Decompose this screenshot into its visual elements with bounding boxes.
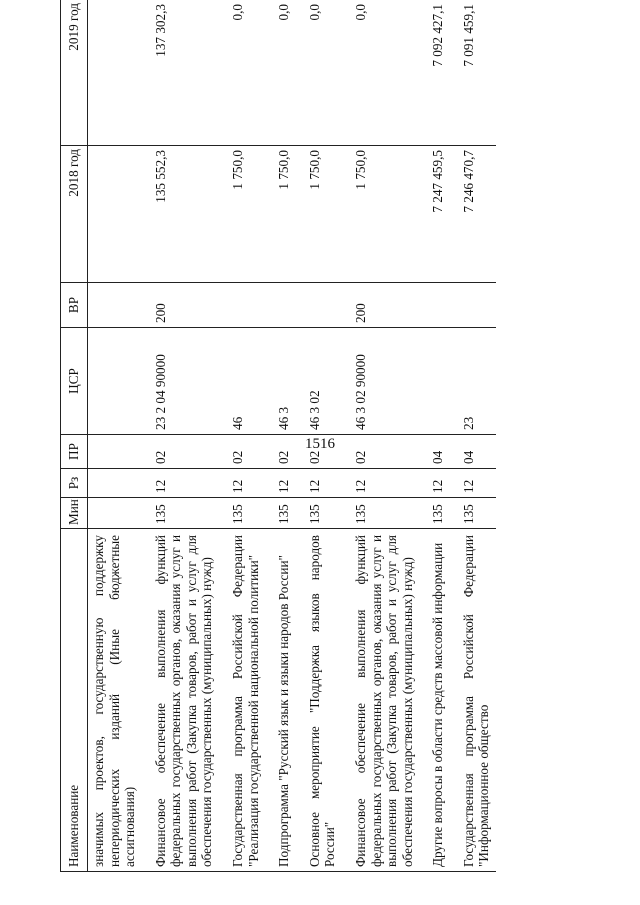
cell-y2018 [88, 146, 142, 283]
spacer-cell [419, 0, 427, 146]
spacer-cell [342, 328, 350, 435]
cell-name: Государственная программа Российской Федерации "Информационное общество [458, 529, 496, 872]
cell-pr [88, 435, 142, 469]
header-2019: 2019 год [61, 0, 88, 146]
cell-name: Основное мероприятие "Поддержка языков народов России" [304, 529, 342, 872]
spacer-cell [265, 146, 273, 283]
cell-vr [227, 283, 265, 328]
spacer-cell [142, 146, 150, 283]
cell-vr [427, 283, 450, 328]
spacer-cell [342, 435, 350, 469]
spacer-cell [450, 435, 458, 469]
spacer-cell [296, 0, 304, 146]
cell-vr [304, 283, 342, 328]
cell-y2019 [88, 0, 142, 146]
cell-y2018: 1 750,0 [227, 146, 265, 283]
spacer-cell [219, 498, 227, 529]
spacer-cell [219, 0, 227, 146]
cell-rz: 12 [227, 469, 265, 498]
table-row [88, 0, 142, 872]
table-row [458, 0, 496, 872]
spacer-cell [142, 283, 150, 328]
cell-name: Финансовое обеспечение выполнения функций федеральных государственных органов, оказания услуг и выполнения работ (Закупка товаров, работ и услуг для обеспечения государственных (муниципальных) нужд) [150, 529, 219, 872]
cell-csr: 46 3 02 [304, 328, 342, 435]
spacer-cell [265, 0, 273, 146]
cell-csr: 23 2 04 90000 [150, 328, 219, 435]
cell-y2019: 0,0 [304, 0, 342, 146]
spacer-cell [296, 283, 304, 328]
cell-min: 135 [350, 498, 419, 529]
cell-csr: 46 [227, 328, 265, 435]
cell-csr: 46 3 [273, 328, 296, 435]
cell-pr: 04 [458, 435, 496, 469]
cell-csr: 23 [458, 328, 496, 435]
budget-table-rotated [60, 3, 575, 872]
cell-min: 135 [273, 498, 296, 529]
cell-vr: 200 [150, 283, 219, 328]
spacer-cell [296, 328, 304, 435]
cell-y2019: 7 091 459,1 [458, 0, 496, 146]
spacer-cell [265, 498, 273, 529]
table-row [227, 0, 265, 872]
cell-min: 135 [150, 498, 219, 529]
cell-y2019: 0,0 [273, 0, 296, 146]
spacer-cell [219, 146, 227, 283]
spacer-cell [419, 469, 427, 498]
cell-pr: 02 [227, 435, 265, 469]
cell-csr: 46 3 02 90000 [350, 328, 419, 435]
spacer-cell [142, 0, 150, 146]
cell-rz: 12 [427, 469, 450, 498]
table-header-row [61, 0, 88, 872]
spacer-cell [342, 469, 350, 498]
cell-y2018: 1 750,0 [273, 146, 296, 283]
spacer-cell [265, 283, 273, 328]
spacer-cell [219, 283, 227, 328]
row-spacer [450, 0, 458, 872]
spacer-cell [419, 529, 427, 872]
row-spacer [265, 0, 273, 872]
spacer-cell [296, 529, 304, 872]
cell-y2018: 7 247 459,5 [427, 146, 450, 283]
cell-y2018: 1 750,0 [304, 146, 342, 283]
spacer-cell [419, 328, 427, 435]
spacer-cell [142, 529, 150, 872]
cell-rz: 12 [350, 469, 419, 498]
header-vr: ВР [61, 283, 88, 328]
header-csr: ЦСР [61, 328, 88, 435]
cell-y2018: 7 246 470,7 [458, 146, 496, 283]
cell-pr: 02 [273, 435, 296, 469]
row-spacer [219, 0, 227, 872]
spacer-cell [265, 529, 273, 872]
cell-min: 135 [427, 498, 450, 529]
table-row [304, 0, 342, 872]
spacer-cell [450, 498, 458, 529]
spacer-cell [450, 146, 458, 283]
cell-name: Государственная программа Российской Федерации "Реализация государственной национальной политики" [227, 529, 265, 872]
cell-min: 135 [304, 498, 342, 529]
spacer-cell [450, 283, 458, 328]
spacer-cell [419, 283, 427, 328]
header-2018: 2018 год [61, 146, 88, 283]
cell-csr [88, 328, 142, 435]
cell-name: Другие вопросы в области средств массовой информации [427, 529, 450, 872]
spacer-cell [342, 0, 350, 146]
spacer-cell [296, 146, 304, 283]
cell-pr: 02 [304, 435, 342, 469]
spacer-cell [265, 435, 273, 469]
cell-name: Финансовое обеспечение выполнения функций федеральных государственных органов, оказания услуг и выполнения работ (Закупка товаров, работ и услуг для обеспечения государственных (муниципальных) нужд) [350, 529, 419, 872]
table-row [273, 0, 296, 872]
spacer-cell [219, 469, 227, 498]
spacer-cell [142, 498, 150, 529]
spacer-cell [342, 283, 350, 328]
cell-min: 135 [227, 498, 265, 529]
spacer-cell [265, 328, 273, 435]
header-rz: Рз [61, 469, 88, 498]
table-body [88, 0, 496, 872]
header-min: Мин [61, 498, 88, 529]
table-row [150, 0, 219, 872]
budget-table [60, 0, 496, 872]
cell-rz: 12 [304, 469, 342, 498]
spacer-cell [219, 529, 227, 872]
cell-rz: 12 [150, 469, 219, 498]
cell-min [88, 498, 142, 529]
cell-pr: 02 [150, 435, 219, 469]
row-spacer [142, 0, 150, 872]
cell-vr [458, 283, 496, 328]
table-row [350, 0, 419, 872]
cell-y2019: 137 302,3 [150, 0, 219, 146]
table-row [427, 0, 450, 872]
spacer-cell [342, 146, 350, 283]
cell-min: 135 [458, 498, 496, 529]
header-name: Наименование [61, 529, 88, 872]
spacer-cell [219, 328, 227, 435]
cell-y2018: 135 552,3 [150, 146, 219, 283]
cell-vr [273, 283, 296, 328]
cell-csr [427, 328, 450, 435]
spacer-cell [296, 435, 304, 469]
row-spacer [296, 0, 304, 872]
spacer-cell [142, 435, 150, 469]
cell-y2019: 0,0 [350, 0, 419, 146]
cell-rz: 12 [273, 469, 296, 498]
spacer-cell [342, 498, 350, 529]
spacer-cell [296, 498, 304, 529]
cell-vr: 200 [350, 283, 419, 328]
row-spacer [342, 0, 350, 872]
spacer-cell [450, 0, 458, 146]
spacer-cell [419, 435, 427, 469]
spacer-cell [342, 529, 350, 872]
page-number: 1516 [305, 436, 335, 452]
spacer-cell [450, 328, 458, 435]
spacer-cell [450, 469, 458, 498]
spacer-cell [219, 435, 227, 469]
cell-pr: 02 [350, 435, 419, 469]
cell-y2019: 0,0 [227, 0, 265, 146]
header-pr: ПР [61, 435, 88, 469]
cell-vr [88, 283, 142, 328]
spacer-cell [142, 328, 150, 435]
cell-rz: 12 [458, 469, 496, 498]
cell-pr: 04 [427, 435, 450, 469]
spacer-cell [419, 498, 427, 529]
spacer-cell [419, 146, 427, 283]
cell-y2018: 1 750,0 [350, 146, 419, 283]
cell-name: Подпрограмма "Русский язык и языки народов России" [273, 529, 296, 872]
spacer-cell [265, 469, 273, 498]
spacer-cell [450, 529, 458, 872]
cell-name: значимых проектов, государственную поддержку непериодических изданий (Иные бюджетные ассигнования) [88, 529, 142, 872]
cell-rz [88, 469, 142, 498]
spacer-cell [296, 469, 304, 498]
cell-y2019: 7 092 427,1 [427, 0, 450, 146]
spacer-cell [142, 469, 150, 498]
row-spacer [419, 0, 427, 872]
